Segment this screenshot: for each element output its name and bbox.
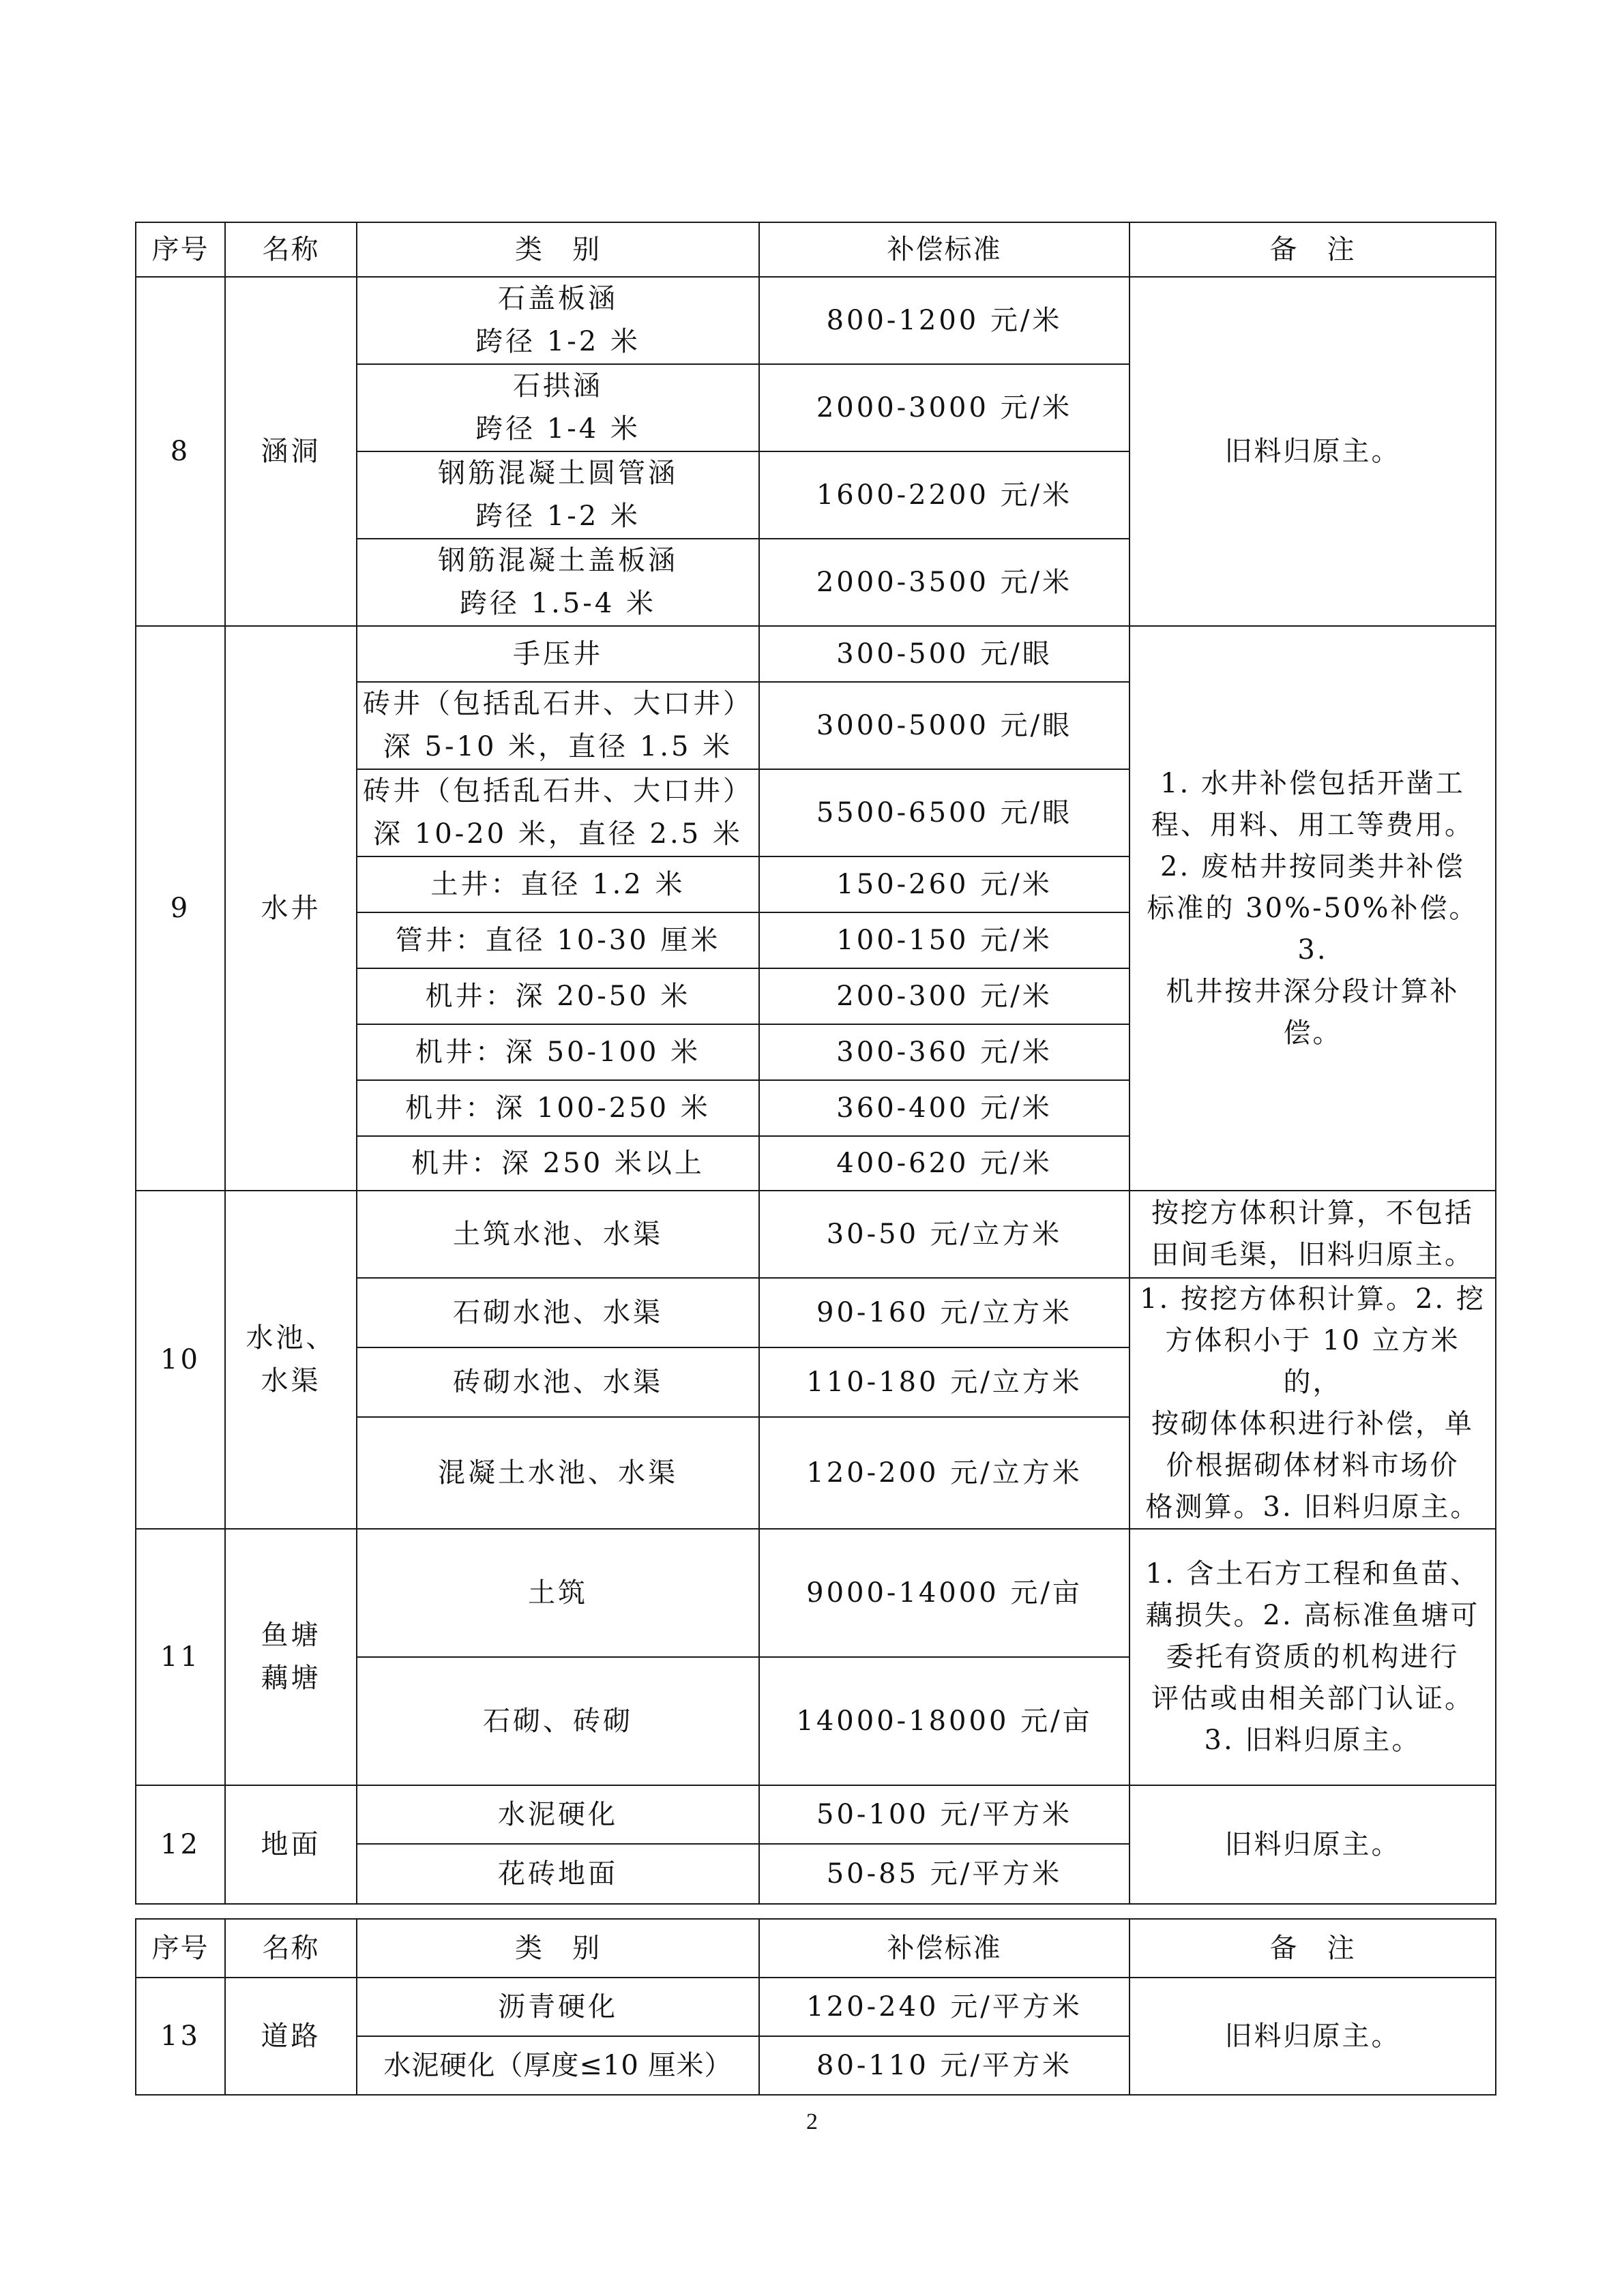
- table-row: [136, 626, 1496, 682]
- table-row: [136, 1978, 1496, 2036]
- row-standard: 400-620 元/米: [759, 1136, 1130, 1191]
- row-category: 砖井（包括乱石井、大口井） 深 5-10 米，直径 1.5 米: [357, 682, 759, 769]
- row-category: 水泥硬化（厚度≤10 厘米）: [357, 2036, 759, 2095]
- compensation-table-continued: [135, 1918, 1496, 2096]
- row-name: 水池、 水渠: [225, 1191, 357, 1529]
- page-number: 2: [806, 2109, 818, 2134]
- row-category: 钢筋混凝土盖板涵 跨径 1.5-4 米: [357, 539, 759, 626]
- header-no: 序号: [136, 222, 225, 277]
- row-category: 机井：深 50-100 米: [357, 1024, 759, 1080]
- row-category: 机井：深 20-50 米: [357, 968, 759, 1024]
- row-standard: 30-50 元/立方米: [759, 1191, 1130, 1278]
- header-name: 名称: [225, 222, 357, 277]
- row-no: 10: [136, 1191, 225, 1529]
- row-no: 11: [136, 1529, 225, 1785]
- header-no: 序号: [136, 1919, 225, 1978]
- header-remark: 备 注: [1130, 222, 1496, 277]
- row-category: 管井：直径 10-30 厘米: [357, 912, 759, 968]
- row-remark: 旧料归原主。: [1130, 277, 1496, 626]
- row-category: 水泥硬化: [357, 1785, 759, 1844]
- header-standard: 补偿标准: [759, 222, 1130, 277]
- row-no: 12: [136, 1785, 225, 1904]
- row-standard: 2000-3500 元/米: [759, 539, 1130, 626]
- header-category: 类 别: [357, 222, 759, 277]
- row-category: 机井：深 100-250 米: [357, 1080, 759, 1136]
- row-category: 石砌水池、水渠: [357, 1278, 759, 1347]
- row-standard: 90-160 元/立方米: [759, 1278, 1130, 1347]
- row-category: 石盖板涵 跨径 1-2 米: [357, 277, 759, 364]
- row-standard: 120-200 元/立方米: [759, 1417, 1130, 1529]
- row-standard: 200-300 元/米: [759, 968, 1130, 1024]
- row-standard: 120-240 元/平方米: [759, 1978, 1130, 2036]
- row-standard: 100-150 元/米: [759, 912, 1130, 968]
- header-standard: 补偿标准: [759, 1919, 1130, 1978]
- table-header-row: [136, 1919, 1496, 1978]
- row-name: 地面: [225, 1785, 357, 1904]
- row-category: 手压井: [357, 626, 759, 682]
- row-category: 石砌、砖砌: [357, 1657, 759, 1785]
- row-standard: 50-85 元/平方米: [759, 1844, 1130, 1904]
- row-remark: 1. 按挖方体积计算。2. 挖 方体积小于 10 立方米的， 按砌体体积进行补偿，单 价根据砌体材料市场价 格测算。3. 旧料归原主。: [1130, 1278, 1496, 1529]
- row-standard: 1600-2200 元/米: [759, 451, 1130, 539]
- table-row: [136, 1191, 1496, 1278]
- row-name: 道路: [225, 1978, 357, 2095]
- row-standard: 360-400 元/米: [759, 1080, 1130, 1136]
- row-name: 涵洞: [225, 277, 357, 626]
- row-standard: 9000-14000 元/亩: [759, 1529, 1130, 1657]
- header-category: 类 别: [357, 1919, 759, 1978]
- row-category: 土井：直径 1.2 米: [357, 856, 759, 912]
- row-category: 钢筋混凝土圆管涵 跨径 1-2 米: [357, 451, 759, 539]
- row-category: 混凝土水池、水渠: [357, 1417, 759, 1529]
- row-no: 8: [136, 277, 225, 626]
- row-remark: 1. 水井补偿包括开凿工 程、用料、用工等费用。 2. 废枯井按同类井补偿 标准的 30%-50%补偿。3. 机井按井深分段计算补 偿。: [1130, 626, 1496, 1191]
- row-standard: 300-500 元/眼: [759, 626, 1130, 682]
- row-category: 机井：深 250 米以上: [357, 1136, 759, 1191]
- table-header-row: [136, 222, 1496, 277]
- row-remark: 旧料归原主。: [1130, 1978, 1496, 2095]
- row-standard: 800-1200 元/米: [759, 277, 1130, 364]
- row-category: 土筑: [357, 1529, 759, 1657]
- row-category: 土筑水池、水渠: [357, 1191, 759, 1278]
- row-no: 13: [136, 1978, 225, 2095]
- header-name: 名称: [225, 1919, 357, 1978]
- row-category: 砖井（包括乱石井、大口井） 深 10-20 米，直径 2.5 米: [357, 769, 759, 856]
- row-category: 花砖地面: [357, 1844, 759, 1904]
- row-standard: 50-100 元/平方米: [759, 1785, 1130, 1844]
- row-standard: 5500-6500 元/眼: [759, 769, 1130, 856]
- row-name: 水井: [225, 626, 357, 1191]
- row-standard: 300-360 元/米: [759, 1024, 1130, 1080]
- row-category: 沥青硬化: [357, 1978, 759, 2036]
- row-category: 砖砌水池、水渠: [357, 1347, 759, 1417]
- compensation-table-main: [135, 222, 1496, 1905]
- row-standard: 80-110 元/平方米: [759, 2036, 1130, 2095]
- row-standard: 150-260 元/米: [759, 856, 1130, 912]
- row-remark: 按挖方体积计算，不包括 田间毛渠，旧料归原主。: [1130, 1191, 1496, 1278]
- header-remark: 备 注: [1130, 1919, 1496, 1978]
- table-row: [136, 1785, 1496, 1844]
- table-row: [136, 277, 1496, 364]
- table-row: [136, 1529, 1496, 1657]
- row-standard: 110-180 元/立方米: [759, 1347, 1130, 1417]
- row-category: 石拱涵 跨径 1-4 米: [357, 364, 759, 451]
- row-standard: 2000-3000 元/米: [759, 364, 1130, 451]
- row-no: 9: [136, 626, 225, 1191]
- row-standard: 14000-18000 元/亩: [759, 1657, 1130, 1785]
- row-name: 鱼塘 藕塘: [225, 1529, 357, 1785]
- row-remark: 1. 含土石方工程和鱼苗、 藕损失。2. 高标准鱼塘可 委托有资质的机构进行 评估或由相关部门认证。 3. 旧料归原主。: [1130, 1529, 1496, 1785]
- row-standard: 3000-5000 元/眼: [759, 682, 1130, 769]
- row-remark: 旧料归原主。: [1130, 1785, 1496, 1904]
